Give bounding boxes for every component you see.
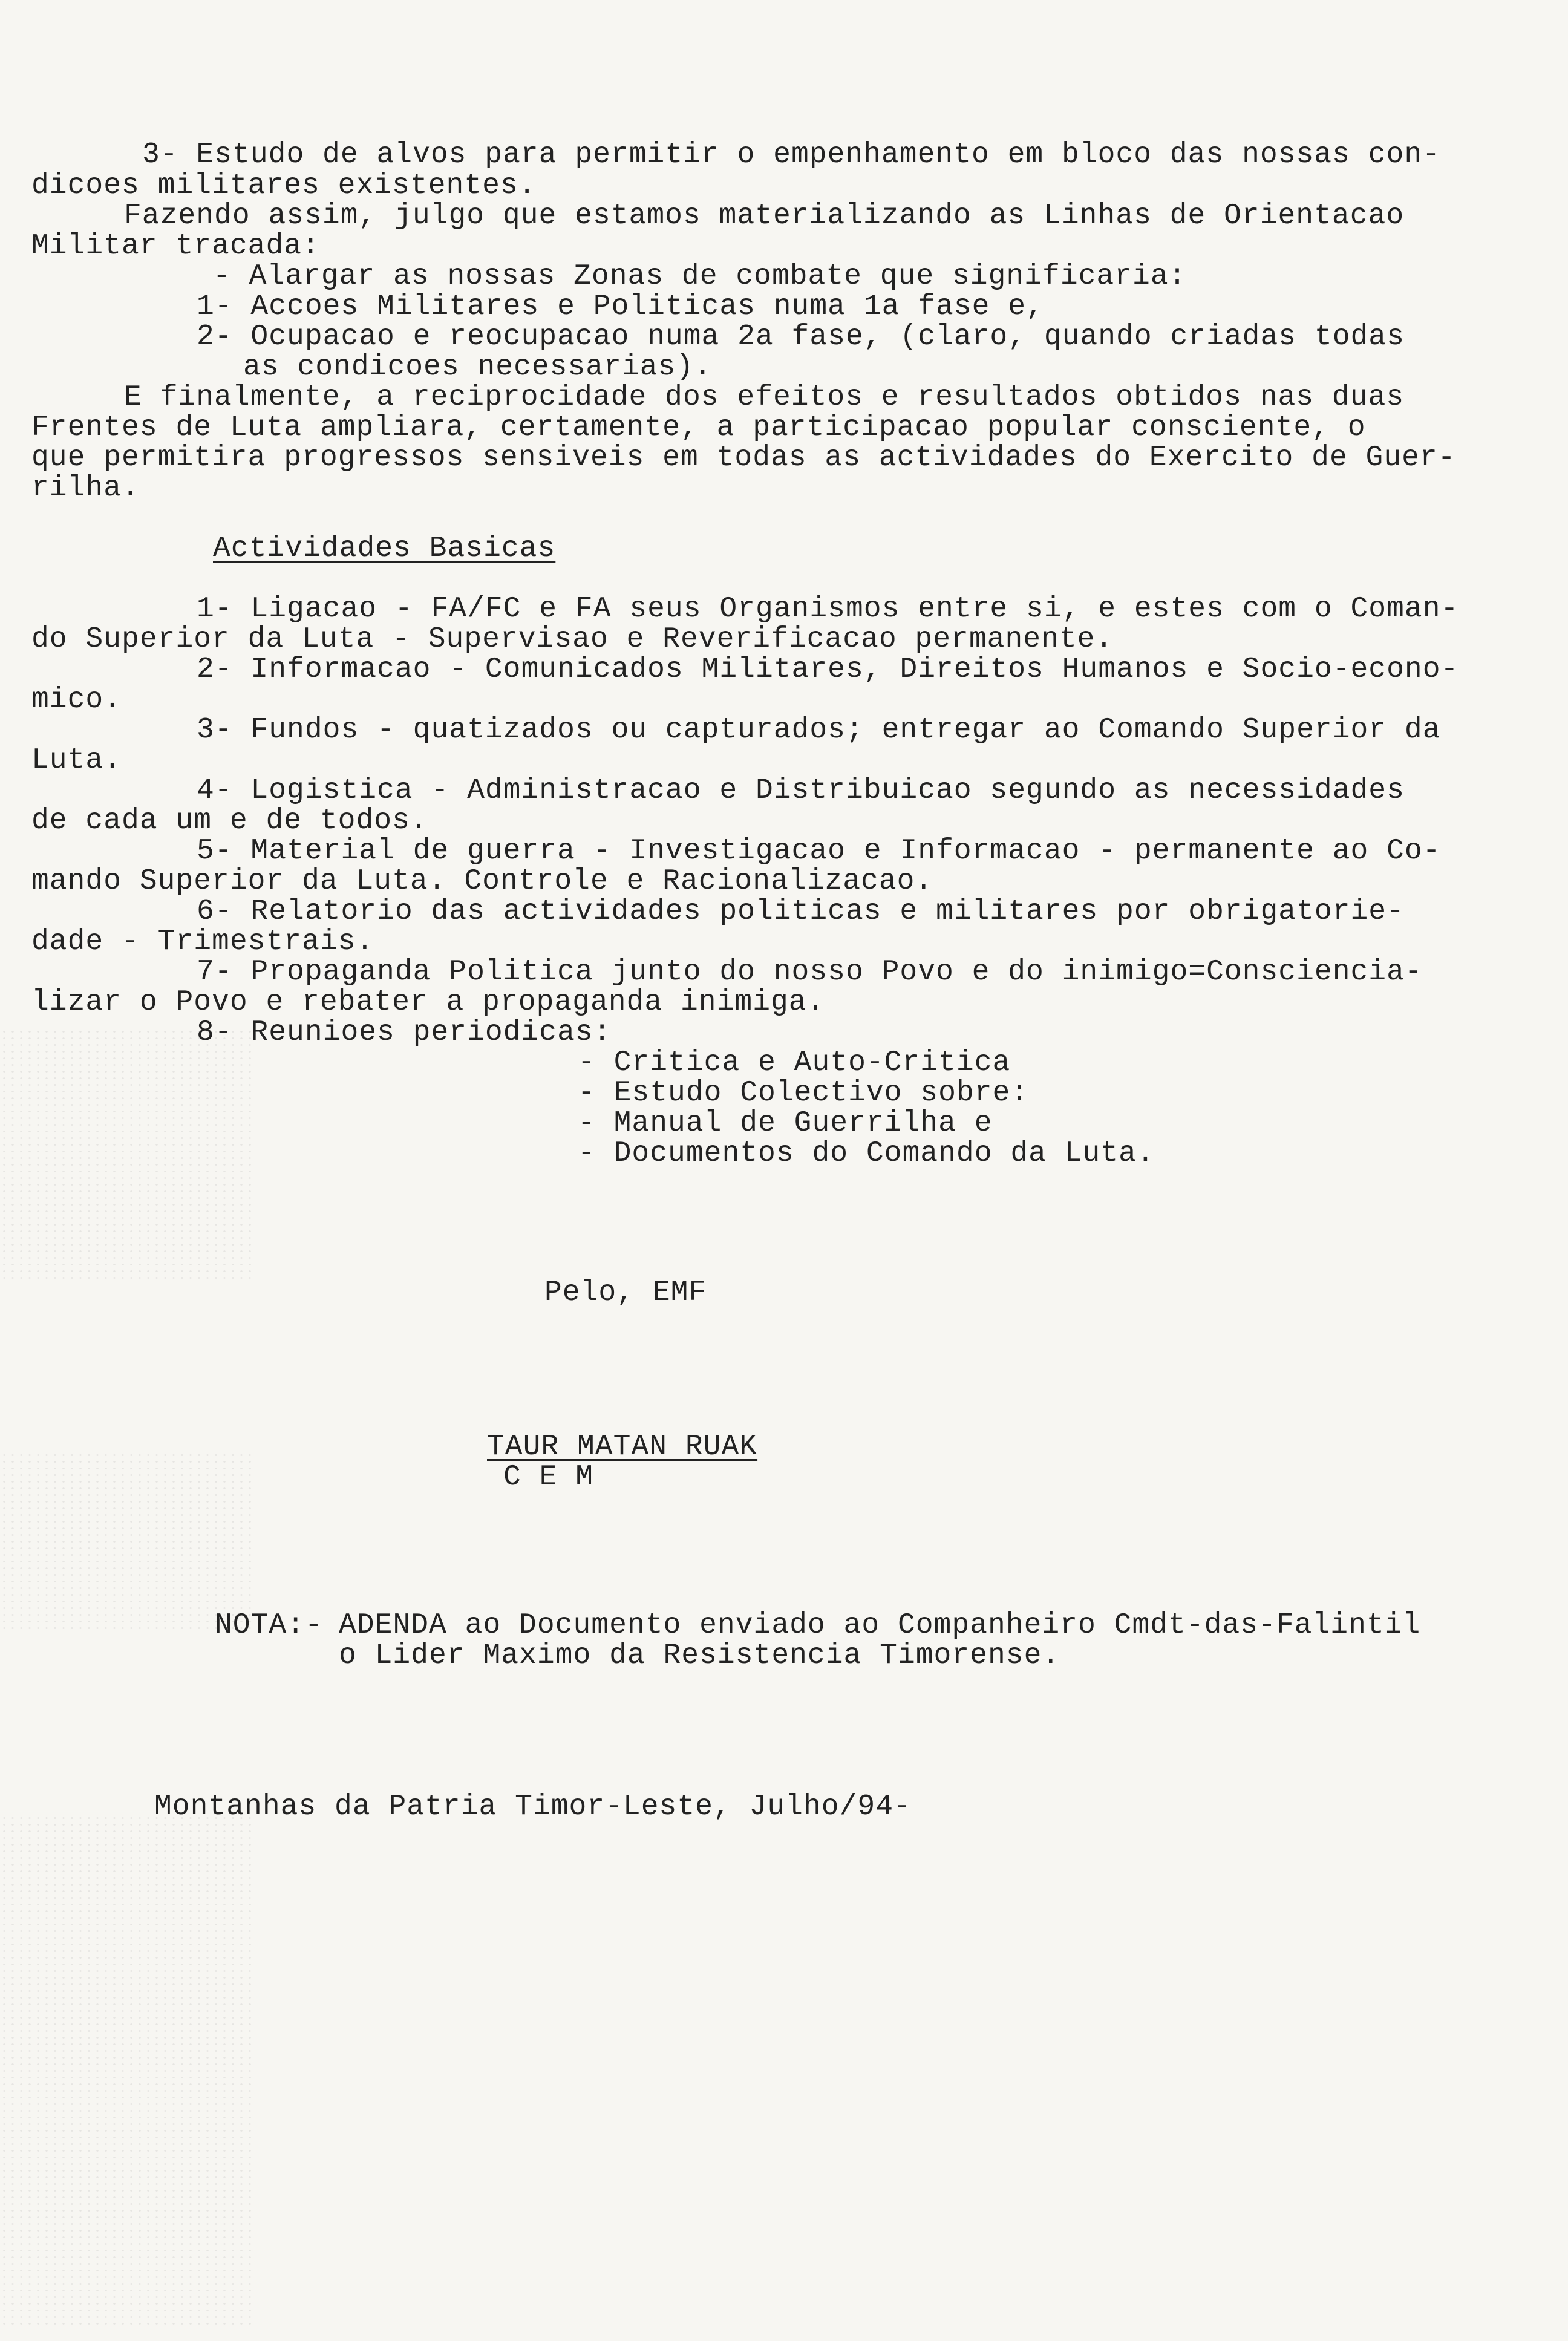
activity-6-line-2: dade - Trimestrais. <box>31 926 374 958</box>
activity-2-line-2: mico. <box>31 684 122 716</box>
paragraph1-item-1: 1- Accoes Militares e Politicas numa 1a fase e, <box>197 290 1044 323</box>
paragraph2-line-1: E finalmente, a reciprocidade dos efeitos e resultados obtidos nas duas <box>124 381 1405 414</box>
scan-noise <box>0 1028 254 1282</box>
activity-6-line-1: 6- Relatorio das actividades politicas e militares por obrigatorie- <box>197 895 1405 928</box>
activity-4-line-2: de cada um e de todos. <box>31 805 428 837</box>
activity-2-line-1: 2- Informacao - Comunicados Militares, Direitos Humanos e Socio-econo- <box>197 653 1459 686</box>
paragraph1-bullet: - Alargar as nossas Zonas de combate que significaria: <box>213 260 1187 293</box>
note-label: NOTA:- <box>215 1609 323 1642</box>
point-3-line-1: 3- Estudo de alvos para permitir o empenhamento em bloco das nossas con- <box>142 139 1440 171</box>
activity-3-line-1: 3- Fundos - quatizados ou capturados; entregar ao Comando Superior da <box>197 714 1441 746</box>
scan-noise <box>0 1452 254 1633</box>
activity-1-line-1: 1- Ligacao - FA/FC e FA seus Organismos entre si, e estes com o Coman- <box>197 593 1459 625</box>
paragraph2-line-4: rilha. <box>31 472 140 504</box>
activity-5-line-1: 5- Material de guerra - Investigacao e Informacao - permanente ao Co- <box>197 835 1441 867</box>
signature-by: Pelo, EMF <box>544 1276 707 1309</box>
paragraph1-item-2-line-2: as condicoes necessarias). <box>243 351 712 384</box>
note-line-2: o Lider Maximo da Resistencia Timorense. <box>339 1639 1060 1672</box>
activity-5-line-2: mando Superior da Luta. Controle e Racionalizacao. <box>31 865 933 898</box>
paragraph1-item-2-line-1: 2- Ocupacao e reocupacao numa 2a fase, (claro, quando criadas todas <box>197 321 1405 353</box>
point-3-line-2: dicoes militares existentes. <box>31 169 537 202</box>
activity-8: 8- Reunioes periodicas: <box>197 1016 612 1049</box>
note-line-1: ADENDA ao Documento enviado ao Companheiro Cmdt-das-Falintil <box>339 1609 1421 1642</box>
scan-noise <box>0 1815 254 2329</box>
paragraph1-line-1: Fazendo assim, julgo que estamos materializando as Linhas de Orientacao <box>124 200 1405 232</box>
activity-7-line-1: 7- Propaganda Politica junto do nosso Povo e do inimigo=Consciencia- <box>197 956 1423 988</box>
paragraph1-line-2: Militar tracada: <box>31 230 320 263</box>
activity-3-line-2: Luta. <box>31 744 122 777</box>
activity-7-line-2: lizar o Povo e rebater a propaganda inimiga. <box>31 986 825 1019</box>
signature-name: TAUR MATAN RUAK <box>487 1431 758 1463</box>
footer-place-date: Montanhas da Patria Timor-Leste, Julho/94- <box>154 1791 912 1823</box>
paragraph2-line-2: Frentes de Luta ampliara, certamente, a participacao popular consciente, o <box>31 411 1366 444</box>
meeting-item-4: - Documentos do Comando da Luta. <box>578 1137 1155 1170</box>
meeting-item-1: - Critica e Auto-Critica <box>578 1046 1011 1079</box>
section-title: Actividades Basicas <box>213 532 556 565</box>
paragraph2-line-3: que permitira progressos sensiveis em todas as actividades do Exercito de Guer- <box>31 442 1456 474</box>
activity-1-line-2: do Superior da Luta - Supervisao e Reverificacao permanente. <box>31 623 1114 656</box>
meeting-item-3: - Manual de Guerrilha e <box>578 1107 993 1140</box>
meeting-item-2: - Estudo Colectivo sobre: <box>578 1077 1029 1109</box>
activity-4-line-1: 4- Logistica - Administracao e Distribuicao segundo as necessidades <box>197 774 1405 807</box>
signature-title: C E M <box>503 1461 594 1494</box>
